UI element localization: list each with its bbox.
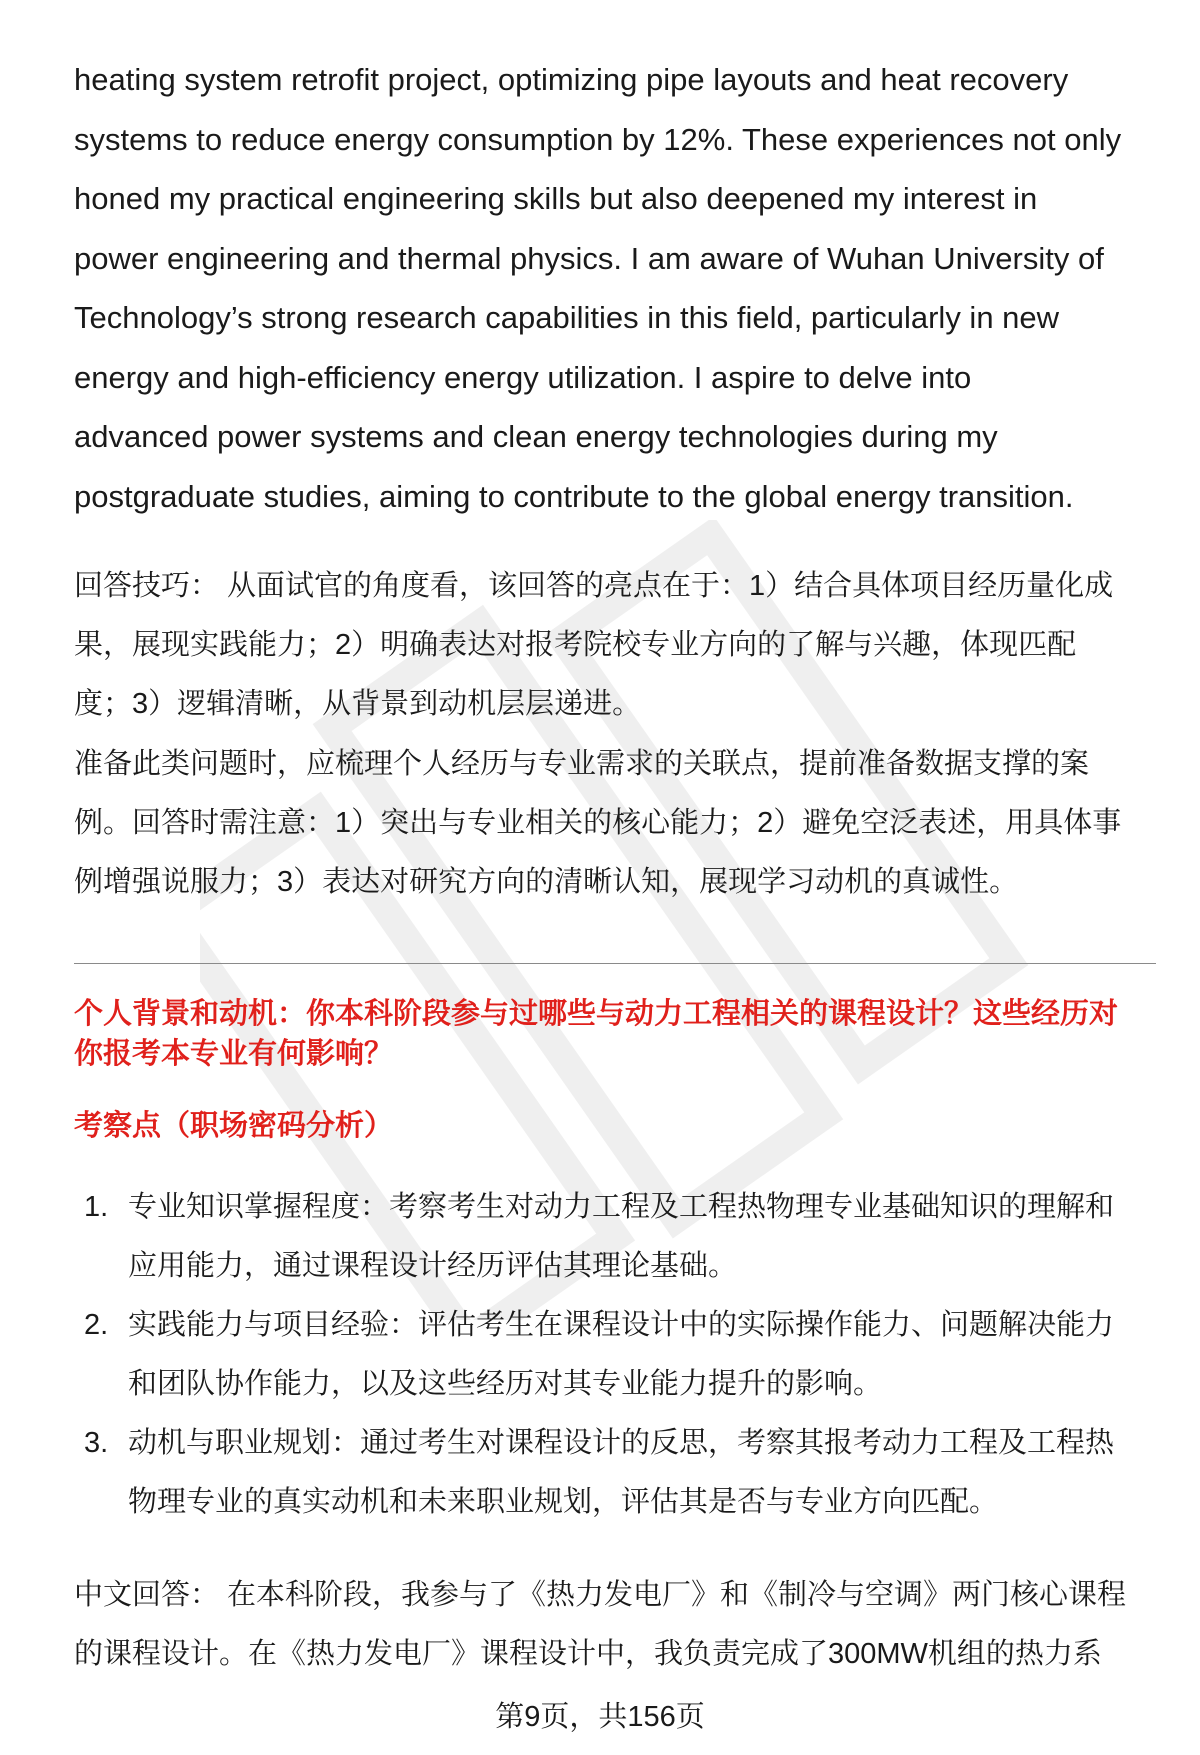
text-line: 例。回答时需注意：1）突出与专业相关的核心能力；2）避免空泛表述，用具体事	[74, 807, 1122, 839]
answer-tips	[74, 557, 1156, 734]
english-answer-paragraph	[74, 50, 1156, 526]
text-line: 和团队协作能力，以及这些经历对其专业能力提升的影响。	[128, 1368, 883, 1400]
text-line: systems to reduce energy consumption by 12%. These experiences not only	[74, 121, 1122, 157]
list-item	[74, 1296, 1156, 1414]
text-line: energy and high-efficiency energy utilization. I aspire to delve into	[74, 359, 972, 395]
list-number: 2.	[84, 1309, 109, 1341]
text-line: power engineering and thermal physics. I am aware of Wuhan University of	[74, 240, 1104, 276]
text-line: 你报考本专业有何影响？	[74, 1038, 394, 1070]
text-line: 的课程设计。在《热力发电厂》课程设计中，我负责完成了300MW机组的热力系	[74, 1638, 1102, 1670]
text-line: 准备此类问题时，应梳理个人经历与专业需求的关联点，提前准备数据支撑的案	[74, 748, 1090, 780]
text-line: Technology’s strong research capabilities in this field, particularly in new	[74, 300, 1060, 335]
assessment-points-list	[74, 1178, 1156, 1532]
text-line: 动机与职业规划：通过考生对课程设计的反思，考察其报考动力工程及工程热	[128, 1427, 1115, 1459]
list-number: 1.	[84, 1191, 109, 1223]
question-heading	[74, 994, 1156, 1074]
text-line: 果，展现实践能力；2）明确表达对报考院校专业方向的了解与兴趣，体现匹配	[74, 629, 1077, 661]
text-line: 回答技巧： 从面试官的角度看，该回答的亮点在于：1）结合具体项目经历量化成	[74, 570, 1114, 602]
text-line: postgraduate studies, aiming to contribute to the global energy transition.	[74, 478, 1074, 514]
assessment-points-title: 考察点（职场密码分析）	[74, 1110, 394, 1142]
text-line: 专业知识掌握程度：考察考生对动力工程及工程热物理专业基础知识的理解和	[128, 1191, 1115, 1223]
text-line: 个人背景和动机：你本科阶段参与过哪些与动力工程相关的课程设计？这些经历对	[74, 998, 1119, 1030]
text-line: honed my practical engineering skills but also deepened my interest in	[74, 181, 1038, 216]
section-divider	[74, 963, 1156, 964]
text-line: advanced power systems and clean energy technologies during my	[74, 419, 998, 454]
text-line: 度；3）逻辑清晰，从背景到动机层层递进。	[74, 688, 642, 720]
preparation-advice	[74, 735, 1156, 912]
list-item	[74, 1414, 1156, 1532]
chinese-answer	[74, 1566, 1156, 1684]
list-item	[74, 1178, 1156, 1296]
list-number: 3.	[84, 1427, 109, 1459]
text-line: 物理专业的真实动机和未来职业规划，评估其是否与专业方向匹配。	[128, 1486, 999, 1518]
text-line: 例增强说服力；3）表达对研究方向的清晰认知，展现学习动机的真诚性。	[74, 866, 1019, 898]
text-line: 应用能力，通过课程设计经历评估其理论基础。	[128, 1250, 738, 1282]
text-line: 中文回答： 在本科阶段，我参与了《热力发电厂》和《制冷与空调》两门核心课程	[74, 1579, 1127, 1611]
text-line: 实践能力与项目经验：评估考生在课程设计中的实际操作能力、问题解决能力	[128, 1309, 1115, 1341]
text-line: heating system retrofit project, optimizing pipe layouts and heat recovery	[74, 62, 1069, 97]
page-number-footer: 第9页，共156页	[495, 1701, 705, 1733]
